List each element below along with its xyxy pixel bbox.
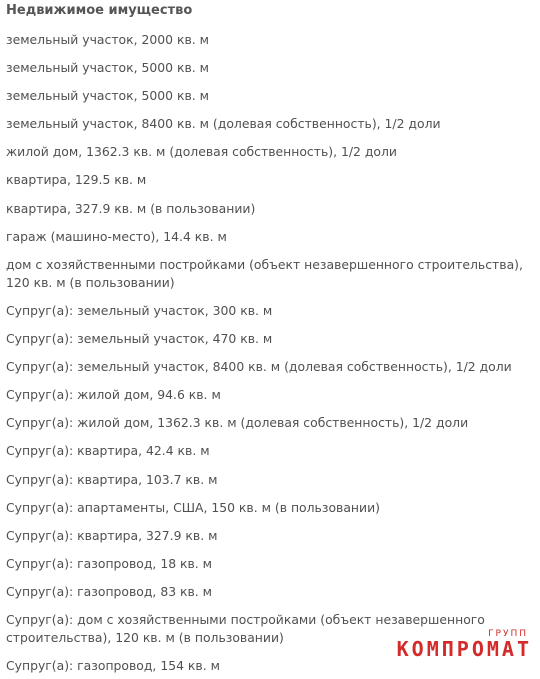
list-item: Супруг(а): квартира, 103.7 кв. м [6,472,218,487]
list-item: квартира, 129.5 кв. м [6,172,147,187]
list-item: Супруг(а): жилой дом, 1362.3 кв. м (долевая собственность), 1/2 доли [6,415,469,430]
list-item: земельный участок, 2000 кв. м [6,32,209,47]
list-item: Супруг(а): газопровод, 154 кв. м [6,658,220,673]
list-item: Супруг(а): земельный участок, 8400 кв. м (долевая собственность), 1/2 доли [6,359,512,374]
list-item: земельный участок, 5000 кв. м [6,60,209,75]
list-item: Супруг(а): земельный участок, 300 кв. м [6,303,273,318]
list-item: Супруг(а): квартира, 327.9 кв. м [6,528,218,543]
watermark-main-text: КОМПРОМАТ [396,637,532,661]
list-item: Супруг(а): квартира, 42.4 кв. м [6,443,210,458]
list-item: земельный участок, 5000 кв. м [6,88,209,103]
list-item: Супруг(а): жилой дом, 94.6 кв. м [6,387,221,402]
list-item: земельный участок, 8400 кв. м (долевая собственность), 1/2 доли [6,116,441,131]
list-item: гараж (машино-место), 14.4 кв. м [6,229,227,244]
list-item: дом с хозяйственными постройками (объект незавершенного строительства), 120 кв. м (в пользовании) [6,257,523,290]
watermark-small-text: ГРУПП [488,629,528,639]
list-item: квартира, 327.9 кв. м (в пользовании) [6,201,256,216]
list-item: Супруг(а): дом с хозяйственными постройками (объект незавершенного строительства), 120 кв. м (в пользовании) [6,612,485,645]
list-item: Супруг(а): апартаменты, США, 150 кв. м (в пользовании) [6,500,380,515]
section-heading: Недвижимое имущество [6,3,193,18]
list-item: жилой дом, 1362.3 кв. м (долевая собственность), 1/2 доли [6,144,397,159]
list-item: Супруг(а): газопровод, 83 кв. м [6,584,213,599]
list-item: Супруг(а): газопровод, 18 кв. м [6,556,213,571]
list-item: Супруг(а): земельный участок, 470 кв. м [6,331,273,346]
watermark-logo [382,629,532,661]
